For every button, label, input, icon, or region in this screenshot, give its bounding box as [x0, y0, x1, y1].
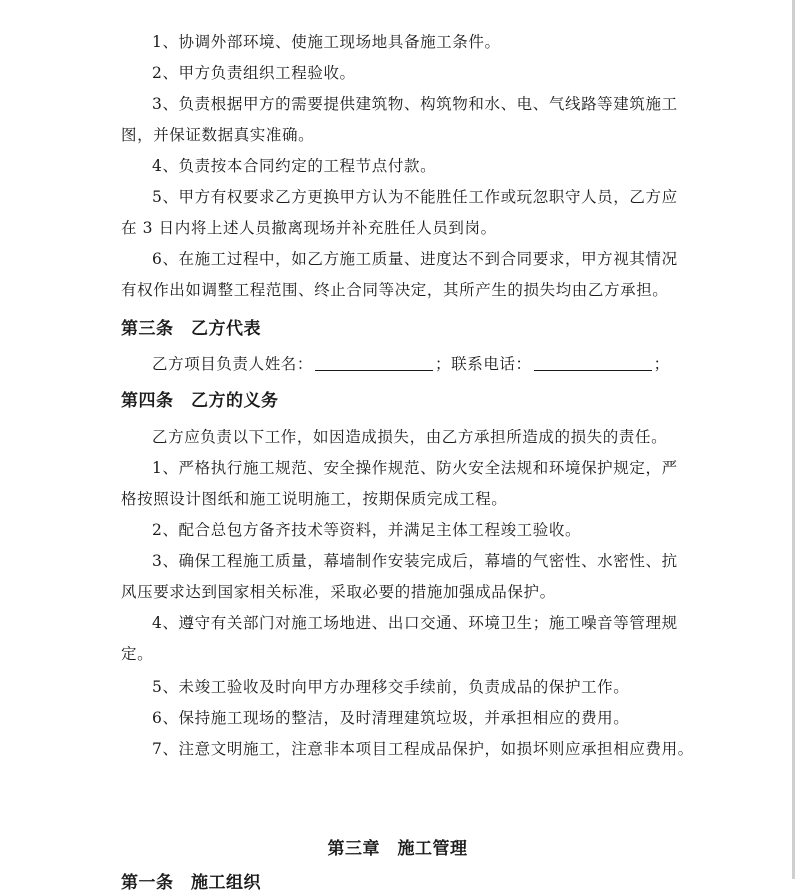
representative-line: [152, 352, 670, 374]
representative-phone-blank: [534, 355, 652, 371]
article4-item-3: 3、确保工程施工质量，幕墙制作安装完成后，幕墙的气密性、水密性、抗: [152, 552, 678, 570]
article4-item-1: 1、严格执行施工规范、安全操作规范、防火安全法规和环境保护规定，严: [152, 459, 678, 477]
section2-item-1: 1、协调外部环境、使施工现场地具备施工条件。: [152, 33, 501, 51]
article4-item-3-cont: 风压要求达到国家相关标准，采取必要的措施加强成品保护。: [121, 583, 556, 601]
article4-heading: 第四条 乙方的义务: [121, 391, 279, 411]
article4-item-4: 4、遵守有关部门对施工场地进、出口交通、环境卫生；施工噪音等管理规: [152, 614, 678, 632]
article4-intro: 乙方应负责以下工作，如因造成损失，由乙方承担所造成的损失的责任。: [152, 428, 668, 446]
section2-item-5: 5、甲方有权要求乙方更换甲方认为不能胜任工作或玩忽职守人员，乙方应: [152, 188, 678, 206]
section2-item-5-cont: 在 3 日内将上述人员撤离现场并补充胜任人员到岗。: [121, 219, 497, 237]
representative-phone-label: ；联系电话：: [435, 355, 532, 373]
article4-item-2: 2、配合总包方备齐技术等资料，并满足主体工程竣工验收。: [152, 521, 582, 539]
representative-name-blank: [315, 355, 433, 371]
section2-item-3: 3、负责根据甲方的需要提供建筑物、构筑物和水、电、气线路等建筑施工: [152, 95, 678, 113]
article4-item-5: 5、未竣工验收及时向甲方办理移交手续前，负责成品的保护工作。: [152, 678, 630, 696]
article4-item-1-cont: 格按照设计图纸和施工说明施工，按期保质完成工程。: [121, 490, 508, 508]
representative-name-label: 乙方项目负责人姓名：: [152, 355, 314, 373]
section2-item-3-cont: 图，并保证数据真实准确。: [121, 126, 315, 144]
article4-item-6: 6、保持施工现场的整洁，及时清理建筑垃圾，并承担相应的费用。: [152, 709, 630, 727]
article4-item-7: 7、注意文明施工，注意非本项目工程成品保护，如损坏则应承担相应费用。: [152, 740, 694, 758]
article3-heading: 第三条 乙方代表: [121, 319, 261, 339]
chapter-title: 第三章 施工管理: [327, 839, 468, 859]
section2-item-6-cont: 有权作出如调整工程范围、终止合同等决定，其所产生的损失均由乙方承担。: [121, 281, 669, 299]
section2-item-6: 6、在施工过程中，如乙方施工质量、进度达不到合同要求，甲方视其情况: [152, 250, 678, 268]
representative-end-mark: ；: [653, 355, 670, 373]
section2-item-4: 4、负责按本合同约定的工程节点付款。: [152, 157, 437, 175]
article4-item-4-cont: 定。: [121, 645, 154, 663]
next-article-heading: 第一条 施工组织: [121, 873, 261, 893]
section2-item-2: 2、甲方负责组织工程验收。: [152, 64, 356, 82]
